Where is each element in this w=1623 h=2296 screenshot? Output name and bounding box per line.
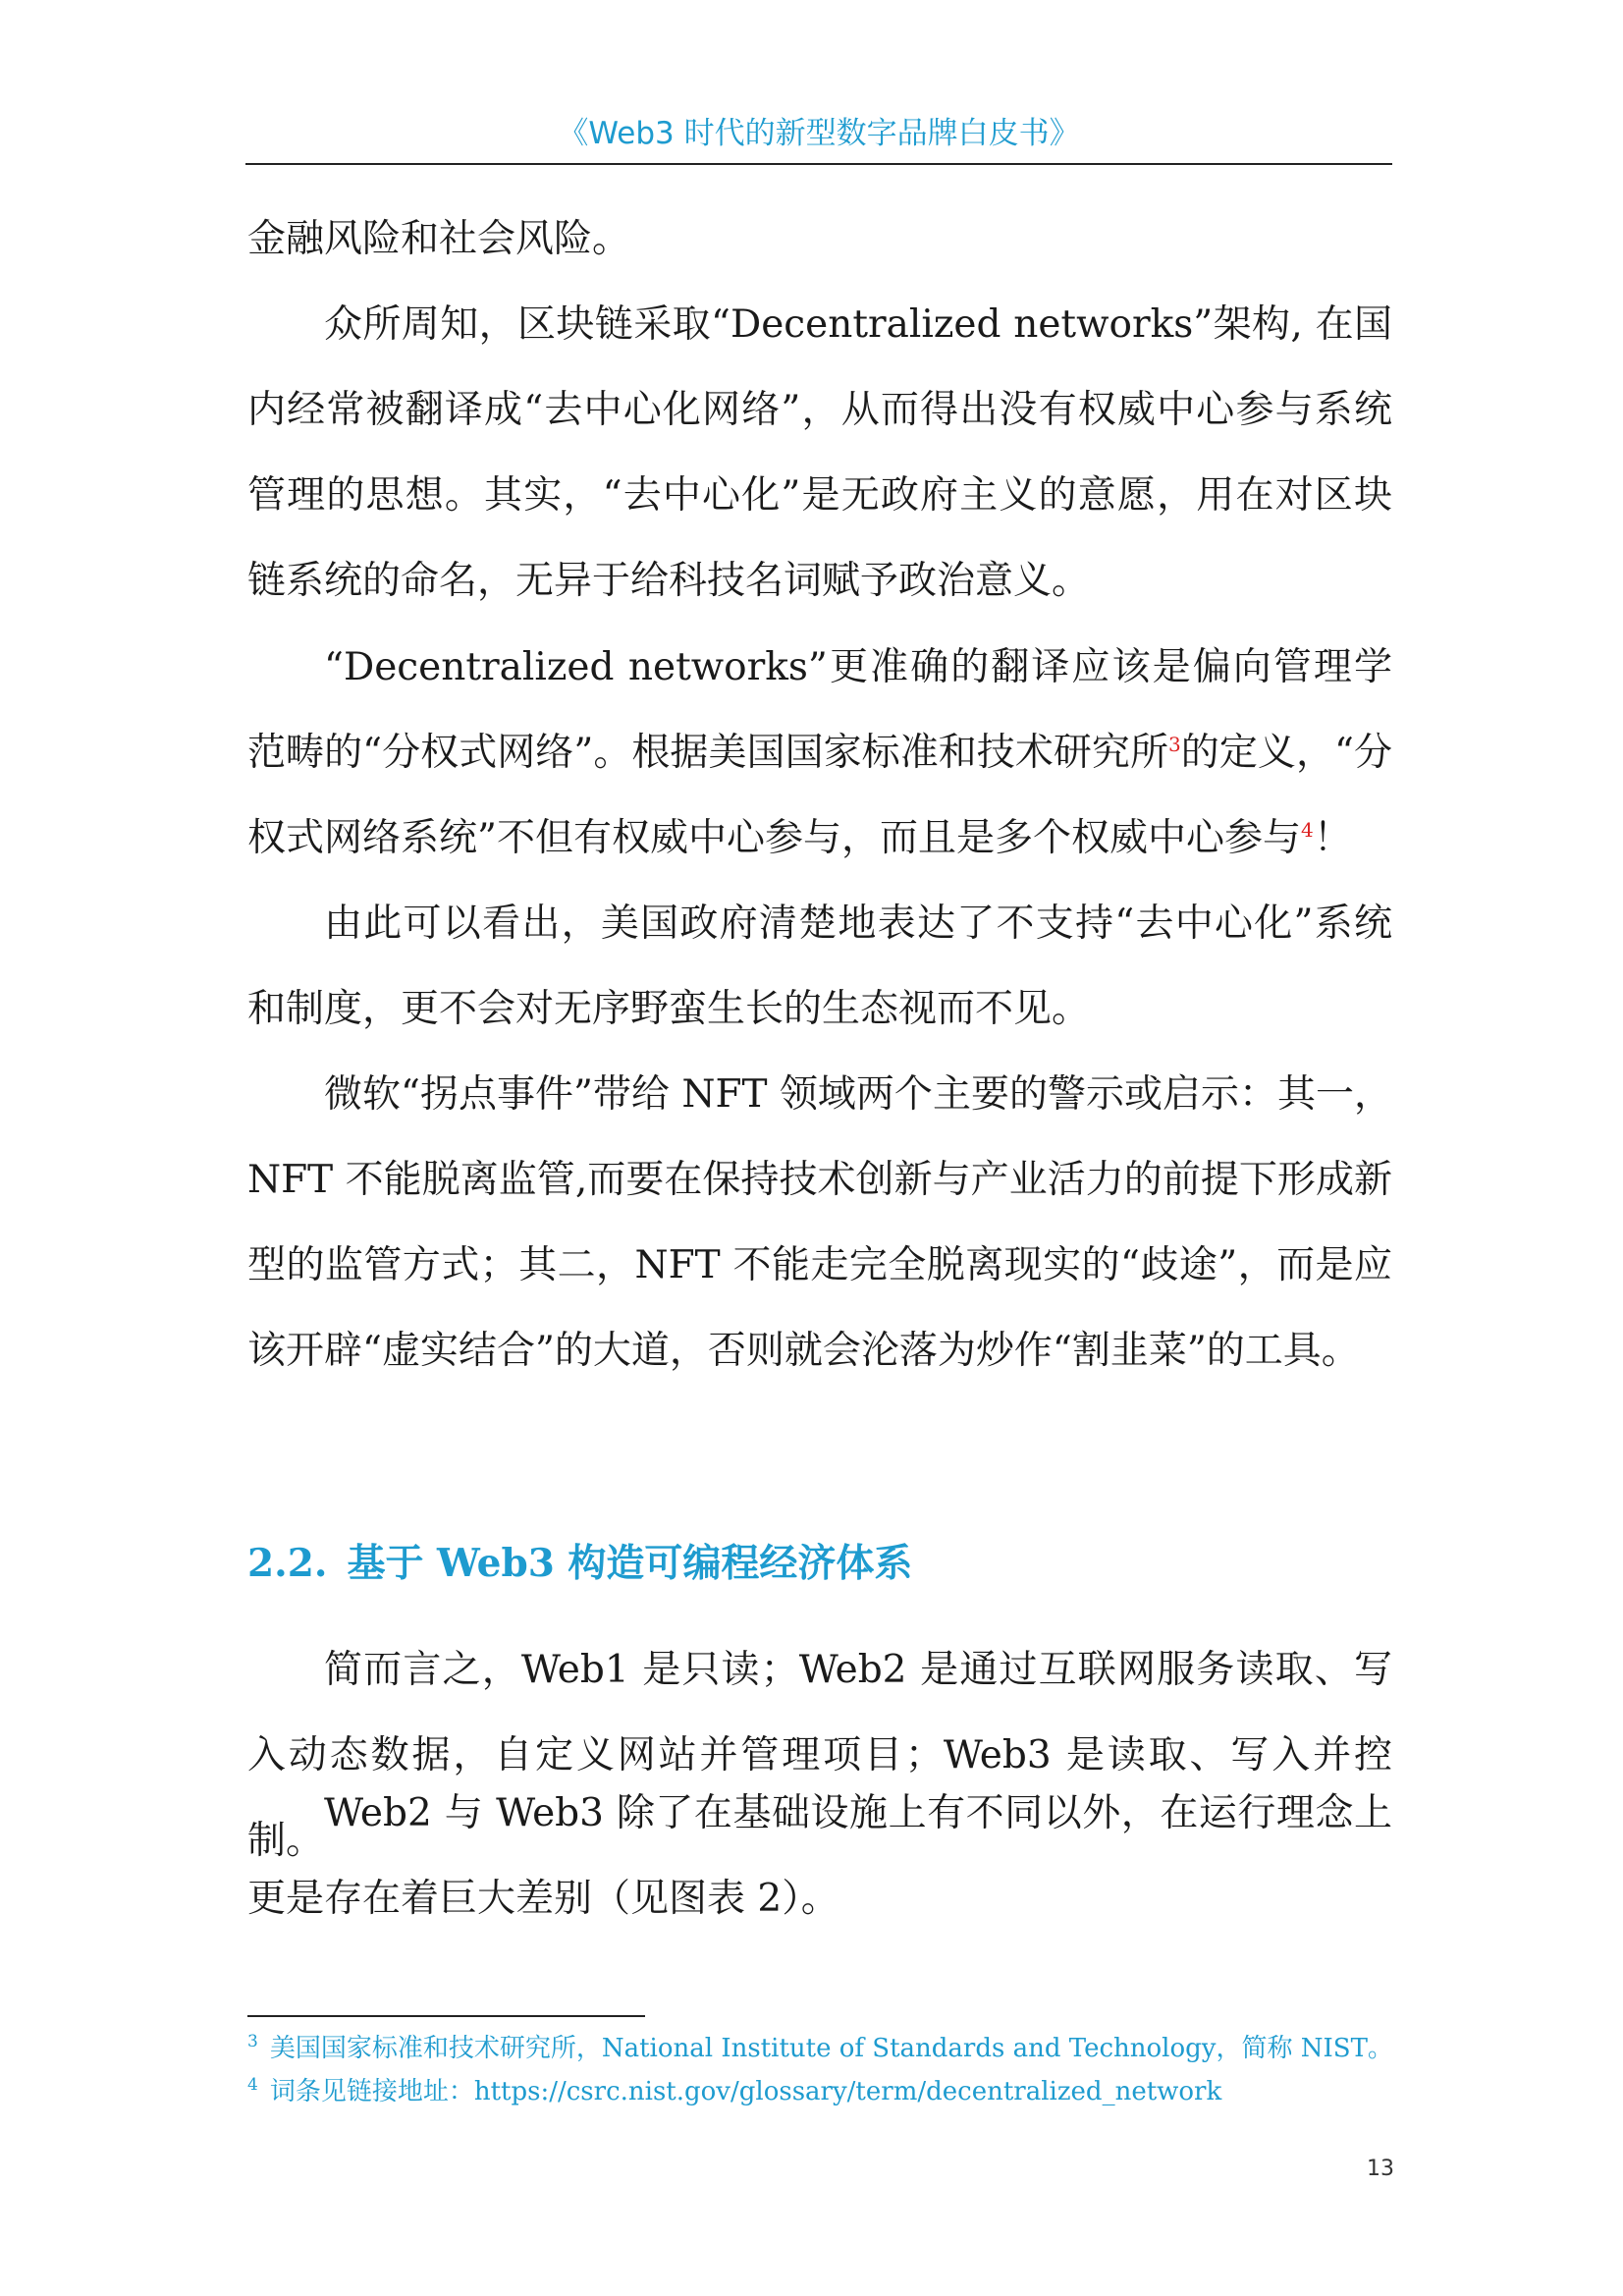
header-title: 《Web3 时代的新型数字品牌白皮书》	[558, 116, 1080, 151]
section-heading	[247, 1534, 912, 1593]
footnote-3-text: 美国国家标准和技术研究所，National Institute of Standards and Technology，简称 NIST。	[269, 2034, 1393, 2063]
footnote-ref-3[interactable]: 3	[1168, 733, 1181, 756]
footnote-ref-4[interactable]: 4	[1300, 818, 1314, 842]
paragraph-translation-text-a: “Decentralized networks”更准确的翻译应该是偏向管理学范畴的“分权式网络”。根据美国国家标准和技术研究所	[247, 645, 1392, 775]
paragraph-translation	[247, 625, 1392, 881]
footnote-4-text[interactable]: 词条见链接地址：https://csrc.nist.gov/glossary/term/decentralized_network	[269, 2077, 1222, 2106]
paragraph-web-versions: 简而言之，Web1 是只读；Web2 是通过互联网服务读取、写入动态数据，自定义网站并管理项目；Web3 是读取、写入并控制。	[247, 1648, 1392, 1863]
paragraph-microsoft-event: 微软“拐点事件”带给 NFT 领域两个主要的警示或启示：其一，NFT 不能脱离监管,而要在保持技术创新与产业活力的前提下形成新型的监管方式；其二，NFT 不能走完全脱离现实的“歧途”，而是应该开辟“虚实结合”的大道，否则就会沦落为炒作“割韭菜”的工具。	[247, 1072, 1392, 1373]
footnote-4	[247, 2074, 1221, 2109]
paragraph-translation-text-b: 的定义，“分权式网络系统”不但有权威中心参与，而且是多个权威中心参与	[247, 731, 1392, 860]
footnote-3	[247, 2031, 1393, 2066]
section-number: 2.2.	[247, 1541, 328, 1586]
footnote-separator	[247, 2015, 645, 2017]
footnote-3-mark: 3	[247, 2032, 258, 2052]
paragraph-us-government: 由此可以看出，美国政府清楚地表达了不支持“去中心化”系统和制度，更不会对无序野蛮生长的生态视而不见。	[247, 902, 1392, 1031]
page-number: 13	[1367, 2157, 1394, 2181]
paragraph-decentralized-networks: 众所周知，区块链采取“Decentralized networks”架构, 在国内经常被翻译成“去中心化网络”，从而得出没有权威中心参与系统管理的思想。其实，“去中心化”是无政府主义的意愿，用在对区块链系统的命名，无异于给科技名词赋予政治意义。	[247, 302, 1392, 603]
running-header	[245, 114, 1392, 165]
footnote-4-mark: 4	[247, 2075, 258, 2096]
section-title: 基于 Web3 构造可编程经济体系	[347, 1541, 913, 1586]
paragraph-translation-text-c: ！	[1313, 816, 1352, 860]
paragraph-continuation: 金融风险和社会风险。	[247, 217, 631, 261]
paragraph-web2-vs-web3: Web2 与 Web3 除了在基础设施上有不同以外，在运行理念上更是存在着巨大差别（见图表 2）。	[247, 1791, 1392, 1921]
